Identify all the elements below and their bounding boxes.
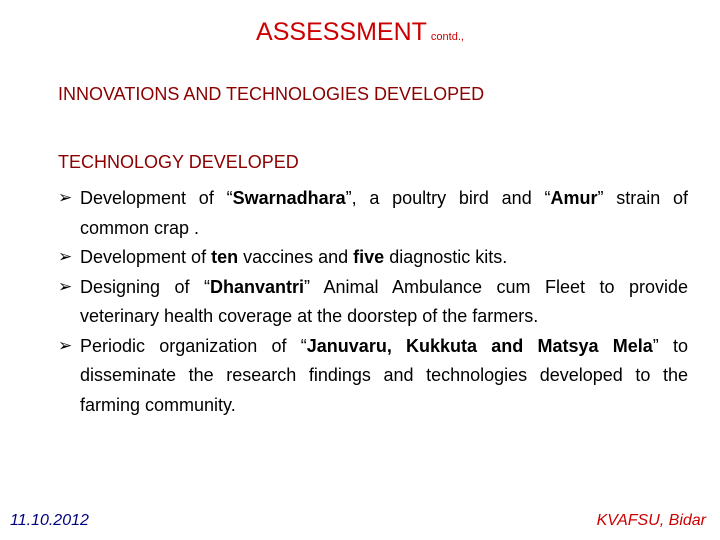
- page-title: [0, 18, 720, 47]
- arrowhead-bullet-icon: ➢: [58, 335, 73, 356]
- arrowhead-bullet-icon: ➢: [58, 188, 73, 208]
- arrowhead-bullet-icon: ➢: [58, 276, 73, 297]
- bullet-text: Development of “: [80, 188, 233, 208]
- subtitle: INNOVATIONS AND TECHNOLOGIES DEVELOPED: [58, 84, 485, 104]
- bullet-text: ”, a poultry bird and “: [345, 188, 551, 208]
- title-text: ASSESSMENT: [256, 18, 427, 46]
- bullet-bold-text: Amur: [550, 188, 598, 208]
- bullet-bold-text: Januvaru, Kukkuta and Matsya Mela: [306, 335, 653, 356]
- bullet-text: vaccines and: [238, 247, 354, 267]
- bullet-text: ” to disseminate the research findings and technologies developed to the farming community.: [80, 335, 689, 415]
- bullet-text: Periodic organization of “: [80, 335, 307, 356]
- section-heading: TECHNOLOGY DEVELOPED: [58, 152, 299, 172]
- bullet-item: [58, 184, 688, 243]
- bullet-text: Designing of “: [80, 276, 210, 297]
- footer-organization: KVAFSU, Bidar: [596, 512, 706, 529]
- bullet-bold-text: ten: [211, 247, 239, 267]
- bullet-item: [58, 273, 688, 332]
- bullet-item: [58, 243, 688, 273]
- bullet-list: [58, 184, 688, 420]
- title-suffix: contd.,: [430, 31, 464, 43]
- arrowhead-bullet-icon: ➢: [58, 247, 73, 267]
- bullet-text: diagnostic kits.: [384, 247, 508, 267]
- bullet-bold-text: Dhanvantri: [210, 276, 305, 297]
- bullet-text: Development of: [80, 247, 212, 267]
- bullet-bold-text: Swarnadhara: [232, 188, 346, 208]
- footer-date: 11.10.2012: [10, 512, 89, 529]
- bullet-bold-text: five: [353, 247, 385, 267]
- bullet-text: ” strain of common crap .: [80, 188, 688, 238]
- bullet-item: [58, 332, 688, 421]
- bullet-text: ” Animal Ambulance cum Fleet to provide veterinary health coverage at the doorstep of the farmers.: [80, 276, 688, 326]
